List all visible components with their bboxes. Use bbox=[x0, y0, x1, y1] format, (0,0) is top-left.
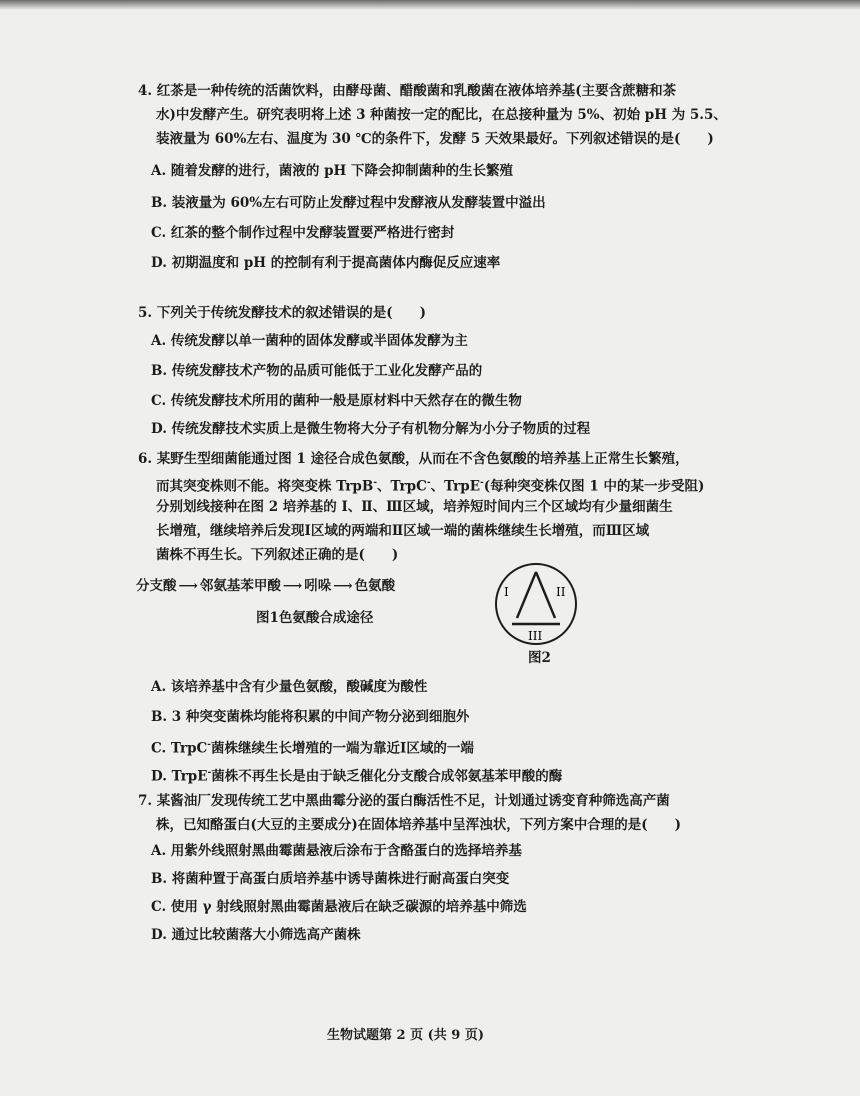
streak-line-i bbox=[517, 572, 536, 618]
region-label-ii: II bbox=[556, 585, 566, 599]
q6-stem-line-3: 分别划线接种在图 2 培养基的 Ⅰ、Ⅱ、Ⅲ区域，培养短时间内三个区域均有少量细菌生 bbox=[156, 499, 673, 515]
q6-stem-2a: 而其突变株则不能。将突变株 TrpB bbox=[156, 478, 374, 495]
arrow-icon: ⟶ bbox=[333, 578, 353, 594]
page-footer: 生物试题第 2 页 (共 9 页) bbox=[327, 1028, 485, 1043]
sup-minus: - bbox=[480, 478, 484, 488]
arrow-icon: ⟶ bbox=[178, 578, 198, 594]
q6-stem-line-1: 6. 某野生型细菌能通过图 1 途径合成色氨酸，从而在不含色氨酸的培养基上正常生长繁殖， bbox=[138, 451, 689, 467]
pathway-step-chorismate: 分支酸 bbox=[136, 578, 177, 594]
q6-option-c bbox=[151, 734, 474, 760]
pathway-step-anthranilate: 邻氨基苯甲酸 bbox=[199, 578, 281, 594]
q4-option-d: D. 初期温度和 pH 的控制有利于提高菌体内酶促反应速率 bbox=[151, 255, 501, 271]
q6-option-d bbox=[151, 762, 562, 788]
pathway-step-indole: 吲哚 bbox=[304, 578, 332, 594]
q6-option-c-post: 菌株继续生长增殖的一端为靠近Ⅰ区域的一端 bbox=[211, 740, 474, 757]
q7-stem-line-2: 株，已知酪蛋白(大豆的主要成分)在固体培养基中呈浑浊状，下列方案中合理的是( ) bbox=[156, 817, 682, 833]
q6-option-a: A. 该培养基中含有少量色氨酸，酸碱度为酸性 bbox=[151, 679, 428, 695]
figure-2-caption: 图2 bbox=[528, 650, 551, 666]
streak-line-ii bbox=[536, 572, 555, 618]
q7-option-a: A. 用紫外线照射黑曲霉菌悬液后涂布于含酪蛋白的选择培养基 bbox=[151, 843, 522, 859]
q6-option-d-post: 菌株不再生长是由于缺乏催化分支酸合成邻氨基苯甲酸的酶 bbox=[211, 768, 563, 785]
q5-option-a: A. 传统发酵以单一菌种的固体发酵或半固体发酵为主 bbox=[151, 333, 468, 349]
tryptophan-pathway bbox=[136, 574, 395, 594]
q5-option-c: C. 传统发酵技术所用的菌种一般是原材料中天然存在的微生物 bbox=[151, 393, 522, 409]
q6-stem-line-4: 长增殖，继续培养后发现Ⅰ区域的两端和Ⅱ区域一端的菌株继续生长增殖，而Ⅲ区域 bbox=[156, 523, 650, 539]
q7-option-d: D. 通过比较菌落大小筛选高产菌株 bbox=[151, 927, 361, 943]
q6-stem-2b: 、TrpC bbox=[376, 478, 427, 495]
q7-option-b: B. 将菌种置于高蛋白质培养基中诱导菌株进行耐高蛋白突变 bbox=[151, 871, 510, 887]
q4-option-a: A. 随着发酵的进行，菌液的 pH 下降会抑制菌种的生长繁殖 bbox=[151, 163, 513, 179]
q5-option-b: B. 传统发酵技术产物的品质可能低于工业化发酵产品的 bbox=[151, 363, 483, 379]
q6-option-c-pre: C. TrpC bbox=[151, 740, 208, 757]
q7-option-c: C. 使用 γ 射线照射黑曲霉菌悬液后在缺乏碳源的培养基中筛选 bbox=[151, 899, 527, 915]
q4-stem-line-1: 4. 红茶是一种传统的活菌饮料，由酵母菌、醋酸菌和乳酸菌在液体培养基(主要含蔗糖和茶 bbox=[138, 83, 677, 99]
arrow-icon: ⟶ bbox=[282, 578, 303, 594]
q6-option-d-pre: D. TrpE bbox=[151, 768, 208, 785]
q4-option-c: C. 红茶的整个制作过程中发酵装置要严格进行密封 bbox=[151, 225, 455, 241]
q6-option-b: B. 3 种突变菌株均能将积累的中间产物分泌到细胞外 bbox=[151, 709, 470, 725]
q6-stem-2d: (每种突变株仅图 1 中的某一步受阻) bbox=[483, 478, 705, 495]
figure-1-caption: 图1色氨酸合成途径 bbox=[256, 610, 374, 626]
q6-stem-2c: 、TrpE bbox=[430, 478, 481, 495]
petri-dish-diagram bbox=[484, 560, 594, 650]
q5-option-d: D. 传统发酵技术实质上是微生物将大分子有机物分解为小分子物质的过程 bbox=[151, 421, 591, 437]
q4-option-b: B. 装液量为 60%左右可防止发酵过程中发酵液从发酵装置中溢出 bbox=[151, 195, 546, 211]
sup-minus: - bbox=[207, 740, 212, 750]
q6-stem-line-2 bbox=[156, 472, 704, 498]
sup-minus: - bbox=[207, 768, 212, 778]
region-label-iii: III bbox=[528, 629, 543, 643]
sup-minus: - bbox=[373, 478, 377, 488]
q4-stem-line-2: 水)中发酵产生。研究表明将上述 3 种菌按一定的配比，在总接种量为 5%、初始 pH 为 5.5、 bbox=[156, 107, 727, 123]
sup-minus: - bbox=[426, 478, 431, 488]
region-label-i: I bbox=[504, 585, 509, 599]
q5-stem: 5. 下列关于传统发酵技术的叙述错误的是( ) bbox=[138, 305, 427, 321]
q7-stem-line-1: 7. 某酱油厂发现传统工艺中黑曲霉分泌的蛋白酶活性不足，计划通过诱变育种筛选高产菌 bbox=[138, 793, 670, 809]
pathway-step-tryptophan: 色氨酸 bbox=[354, 578, 396, 594]
q6-stem-line-5: 菌株不再生长。下列叙述正确的是( ) bbox=[156, 547, 399, 563]
q4-stem-line-3: 装液量为 60%左右、温度为 30 ℃的条件下，发酵 5 天效果最好。下列叙述错误的是( ) bbox=[156, 131, 714, 147]
